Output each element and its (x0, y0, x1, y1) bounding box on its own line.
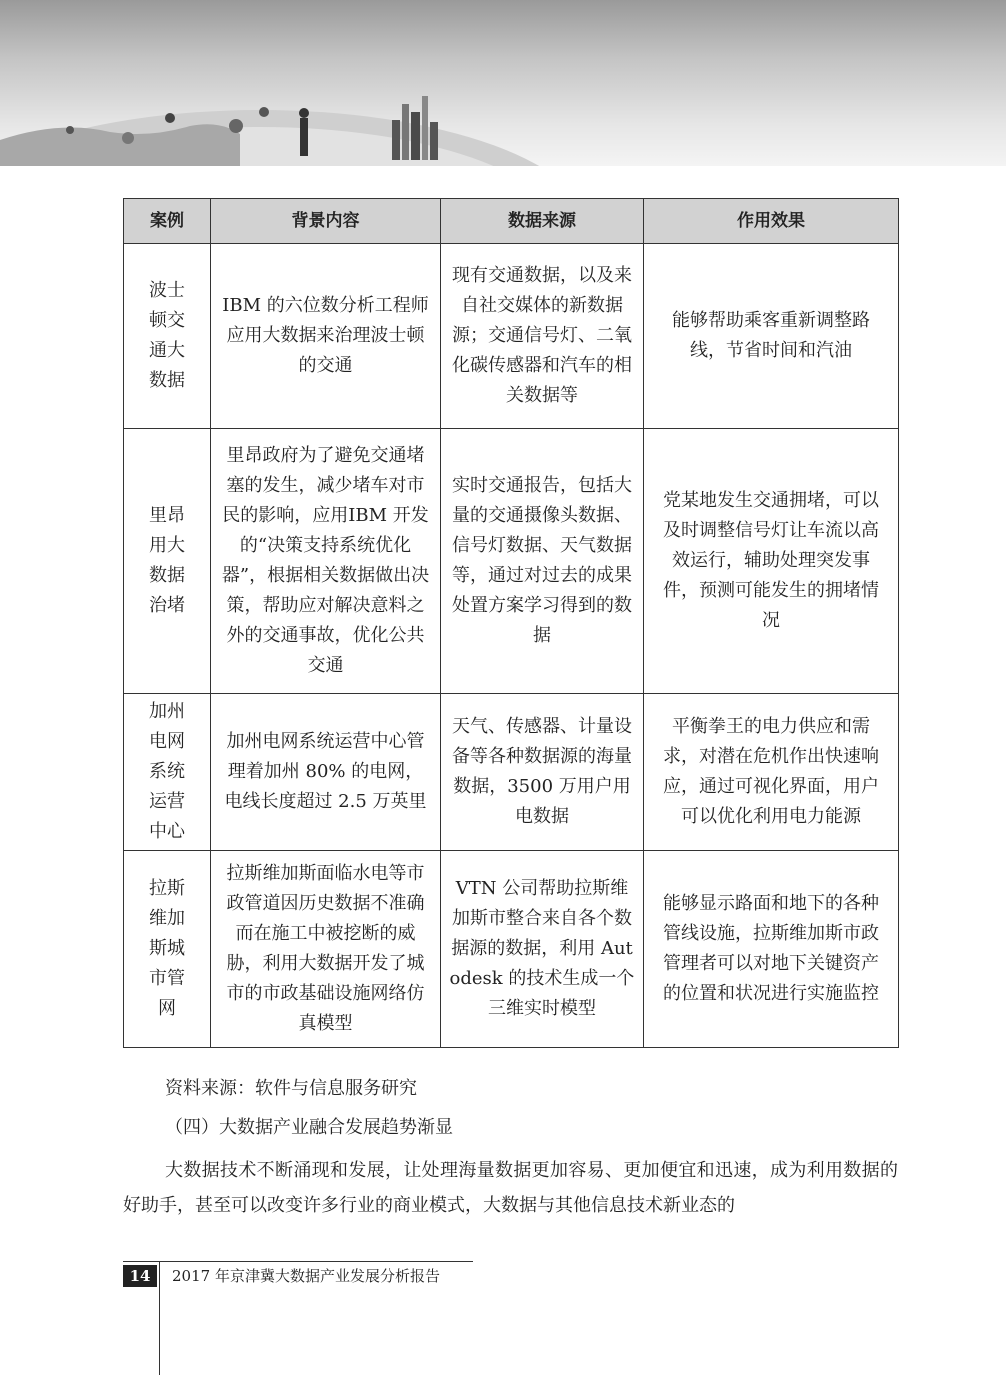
globe-city-illustration (0, 0, 1006, 166)
table-row (124, 244, 899, 429)
source-cell: 实时交通报告，包括大量的交通摄像头数据、信号灯数据、天气数据等，通过对过去的成果处置方案学习得到的数据 (441, 429, 644, 694)
city-building (402, 104, 409, 160)
header-banner (0, 0, 1006, 166)
city-building (422, 96, 428, 160)
source-cell: 现有交通数据，以及来自社交媒体的新数据源；交通信号灯、二氧化碳传感器和汽车的相关数据等 (441, 244, 644, 429)
table-row (124, 429, 899, 694)
background-cell: 拉斯维加斯面临水电等市政管道因历史数据不准确而在施工中被挖断的威胁，利用大数据开发了城市的市政基础设施网络仿真模型 (211, 851, 441, 1048)
background-cell: IBM 的六位数分析工程师应用大数据来治理波士顿的交通 (211, 244, 441, 429)
footer-vertical-rule (159, 1262, 160, 1375)
header-effect: 作用效果 (644, 199, 899, 244)
globe-node (259, 107, 269, 117)
body-paragraph: 大数据技术不断涌现和发展，让处理海量数据更加容易、更加便宜和迅速，成为利用数据的好助手，甚至可以改变许多行业的商业模式，大数据与其他信息技术新业态的 (123, 1160, 898, 1216)
effect-cell: 党某地发生交通拥堵，可以及时调整信号灯让车流以高效运行，辅助处理突发事件，预测可能发生的拥堵情况 (644, 429, 899, 694)
effect-cell: 能够显示路面和地下的各种管线设施，拉斯维加斯市政管理者可以对地下关键资产的位置和状况进行实施监控 (644, 851, 899, 1048)
source-cell: 天气、传感器、计量设备等各种数据源的海量数据，3500 万用户用电数据 (441, 694, 644, 851)
source-cell: VTN 公司帮助拉斯维加斯市整合来自各个数据源的数据，利用 Autodesk 的技术生成一个三维实时模型 (441, 851, 644, 1048)
city-building (411, 112, 420, 160)
case-cell: 拉斯维加斯城市管网 (124, 851, 211, 1048)
header-source: 数据来源 (441, 199, 644, 244)
header-background: 背景内容 (211, 199, 441, 244)
case-cell: 波士顿交通大数据 (124, 244, 211, 429)
case-cell: 里昂用大数据治堵 (124, 429, 211, 694)
background-cell: 里昂政府为了避免交通堵塞的发生，减少堵车对市民的影响，应用IBM 开发的“决策支持系统优化器”，根据相关数据做出决策，帮助应对解决意料之外的交通事故，优化公共交通 (211, 429, 441, 694)
report-title: 2017 年京津冀大数据产业发展分析报告 (172, 1267, 440, 1285)
footer-divider (123, 1261, 473, 1262)
table-row (124, 851, 899, 1048)
big-data-cases-table (123, 198, 899, 1048)
source-note: 资料来源：软件与信息服务研究 (165, 1078, 417, 1099)
effect-cell: 平衡拳王的电力供应和需求，对潜在危机作出快速响应，通过可视化界面，用户可以优化利用电力能源 (644, 694, 899, 851)
effect-cell: 能够帮助乘客重新调整路线，节省时间和汽油 (644, 244, 899, 429)
case-cell: 加州电网系统运营中心 (124, 694, 211, 851)
globe-node (229, 119, 243, 133)
city-building (430, 122, 438, 160)
city-building (392, 120, 400, 160)
globe-node (165, 113, 175, 123)
table-header-row (124, 199, 899, 244)
globe-node (66, 126, 74, 134)
background-cell: 加州电网系统运营中心管理着加州 80% 的电网，电线长度超过 2.5 万英里 (211, 694, 441, 851)
person-figure (300, 118, 308, 156)
table-row (124, 694, 899, 851)
person-head (299, 108, 309, 118)
page-number: 14 (123, 1265, 157, 1287)
globe-node (122, 132, 134, 144)
header-case: 案例 (124, 199, 211, 244)
section-heading: （四）大数据产业融合发展趋势渐显 (165, 1117, 453, 1138)
